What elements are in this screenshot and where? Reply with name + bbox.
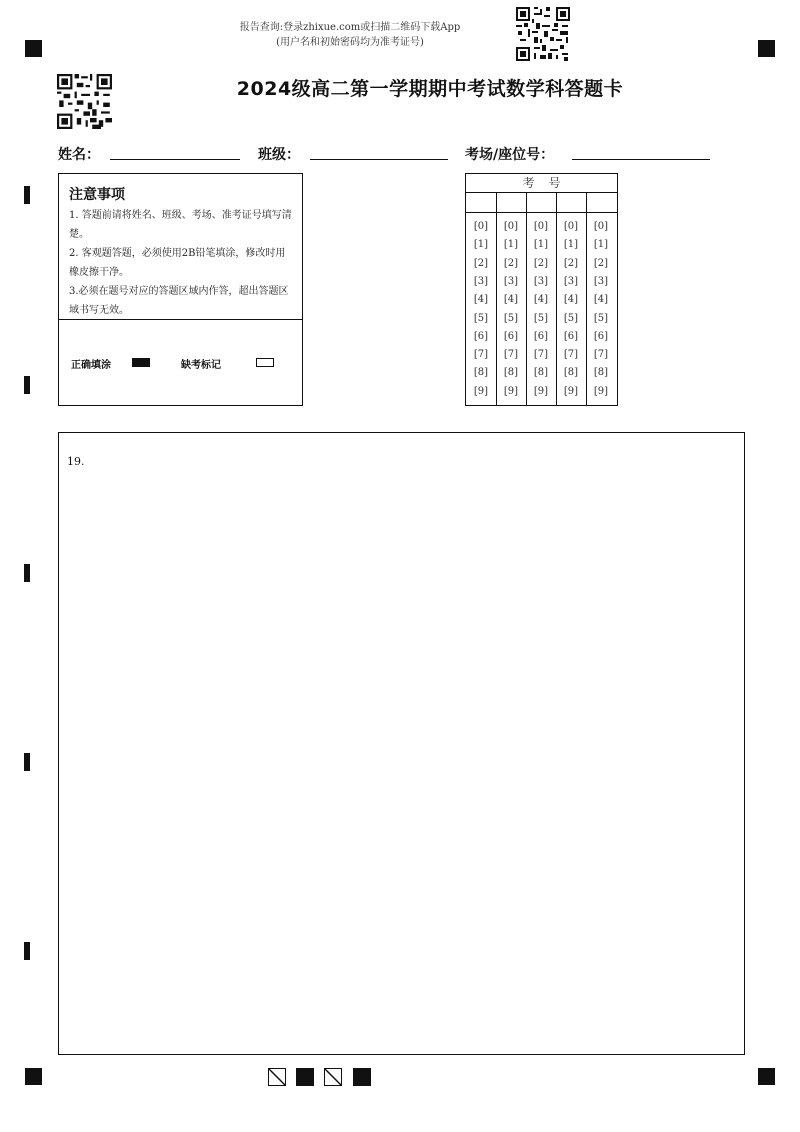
class-label: 班级： bbox=[258, 147, 300, 163]
digit-bubble[interactable]: [3] bbox=[593, 275, 609, 287]
timing-mark-slash bbox=[268, 1068, 286, 1086]
exam-number-write-row[interactable] bbox=[466, 193, 617, 213]
qr-code-icon[interactable] bbox=[516, 7, 570, 61]
name-label: 姓名： bbox=[58, 147, 100, 163]
notice-item-2: 2. 客观题答题，必须使用2B铅笔填涂，修改时用橡皮擦干净。 bbox=[69, 248, 286, 278]
page-title: 2024级高二第一学期期中考试数学科答题卡 bbox=[236, 78, 624, 100]
exam-number-heading: 考号 bbox=[466, 174, 617, 193]
notice-item-3: 3.必须在题号对应的答题区域内作答，超出答题区域书写无效。 bbox=[69, 286, 289, 316]
digit-bubble[interactable]: [6] bbox=[533, 330, 549, 342]
timing-tick bbox=[24, 186, 30, 204]
report-note bbox=[200, 20, 500, 50]
corner-mark-top-right bbox=[758, 40, 775, 57]
corner-mark-top-left bbox=[25, 40, 42, 57]
legend-correct-sample bbox=[132, 358, 150, 367]
digit-bubble[interactable]: [3] bbox=[533, 275, 549, 287]
digit-bubble[interactable]: [1] bbox=[533, 239, 549, 251]
corner-mark-bottom-right bbox=[758, 1068, 775, 1085]
seat-field[interactable] bbox=[572, 159, 710, 160]
digit-bubble[interactable]: [8] bbox=[503, 367, 519, 379]
digit-bubble[interactable]: [4] bbox=[473, 294, 489, 306]
digit-bubble[interactable]: [2] bbox=[563, 257, 579, 269]
digit-bubble[interactable]: [1] bbox=[563, 239, 579, 251]
notice-divider bbox=[59, 319, 302, 320]
digit-bubble[interactable]: [6] bbox=[593, 330, 609, 342]
digit-bubble[interactable]: [6] bbox=[473, 330, 489, 342]
digit-bubble[interactable]: [5] bbox=[503, 312, 519, 324]
digit-bubble[interactable]: [5] bbox=[533, 312, 549, 324]
digit-bubble[interactable]: [8] bbox=[473, 367, 489, 379]
digit-bubble[interactable]: [4] bbox=[593, 294, 609, 306]
digit-bubble[interactable]: [5] bbox=[563, 312, 579, 324]
timing-mark-filled bbox=[353, 1068, 371, 1086]
digit-bubble[interactable]: [1] bbox=[473, 239, 489, 251]
notice-heading: 注意事项 bbox=[69, 187, 125, 203]
digit-bubble[interactable]: [5] bbox=[593, 312, 609, 324]
digit-bubble[interactable]: [7] bbox=[563, 349, 579, 361]
digit-bubble[interactable]: [7] bbox=[473, 349, 489, 361]
digit-bubble[interactable]: [0] bbox=[503, 221, 519, 232]
digit-bubble[interactable]: [1] bbox=[593, 239, 609, 251]
notice-item-1: 1. 答题前请将姓名、班级、考场、准考证号填写清楚。 bbox=[69, 210, 292, 240]
timing-mark-slash bbox=[324, 1068, 342, 1086]
legend-correct-label: 正确填涂 bbox=[71, 360, 111, 371]
digit-bubble[interactable]: [8] bbox=[563, 367, 579, 379]
notice-box bbox=[58, 173, 303, 406]
absent-mark-box[interactable] bbox=[256, 358, 274, 367]
digit-bubble[interactable]: [5] bbox=[473, 312, 489, 324]
class-field[interactable] bbox=[310, 159, 448, 160]
digit-bubble[interactable]: [4] bbox=[563, 294, 579, 306]
report-note-line1: 报告查询:登录zhixue.com或扫描二维码下载App bbox=[239, 22, 461, 33]
digit-bubble[interactable]: [9] bbox=[593, 385, 609, 397]
timing-tick bbox=[24, 564, 30, 582]
digit-bubble[interactable]: [8] bbox=[533, 367, 549, 379]
digit-bubble[interactable]: [2] bbox=[533, 257, 549, 269]
seat-label: 考场/座位号： bbox=[465, 147, 555, 163]
digit-bubble[interactable]: [9] bbox=[533, 385, 549, 397]
timing-tick bbox=[24, 942, 30, 960]
digit-bubble[interactable]: [7] bbox=[503, 349, 519, 361]
digit-bubble[interactable]: [0] bbox=[533, 221, 549, 232]
timing-mark-filled bbox=[296, 1068, 314, 1086]
digit-bubble[interactable]: [4] bbox=[533, 294, 549, 306]
timing-tick bbox=[24, 753, 30, 771]
exam-number-grid bbox=[465, 173, 618, 406]
digit-bubble[interactable]: [3] bbox=[563, 275, 579, 287]
digit-bubble[interactable]: [0] bbox=[563, 221, 579, 232]
digit-bubble[interactable]: [0] bbox=[593, 221, 609, 232]
digit-bubble[interactable]: [4] bbox=[503, 294, 519, 306]
digit-bubble[interactable]: [6] bbox=[563, 330, 579, 342]
digit-bubble[interactable]: [9] bbox=[503, 385, 519, 397]
digit-bubble[interactable]: [2] bbox=[473, 257, 489, 269]
digit-bubble[interactable]: [1] bbox=[503, 239, 519, 251]
digit-bubble[interactable]: [8] bbox=[593, 367, 609, 379]
digit-bubble[interactable]: [7] bbox=[593, 349, 609, 361]
digit-bubble[interactable]: [0] bbox=[473, 221, 489, 232]
report-note-line2: (用户名和初始密码均为准考证号) bbox=[276, 37, 424, 48]
digit-bubble[interactable]: [9] bbox=[473, 385, 489, 397]
corner-mark-bottom-left bbox=[25, 1068, 42, 1085]
legend-absent-label: 缺考标记 bbox=[181, 360, 221, 371]
digit-bubble[interactable]: [2] bbox=[593, 257, 609, 269]
digit-bubble[interactable]: [3] bbox=[503, 275, 519, 287]
digit-bubble[interactable]: [6] bbox=[503, 330, 519, 342]
question-number: 19. bbox=[67, 455, 85, 468]
digit-bubble[interactable]: [9] bbox=[563, 385, 579, 397]
name-field[interactable] bbox=[110, 159, 240, 160]
digit-bubble[interactable]: [3] bbox=[473, 275, 489, 287]
digit-bubble[interactable]: [7] bbox=[533, 349, 549, 361]
digit-bubble[interactable]: [2] bbox=[503, 257, 519, 269]
answer-area[interactable] bbox=[58, 432, 745, 1055]
timing-tick bbox=[24, 376, 30, 394]
qr-code-icon[interactable] bbox=[57, 74, 112, 129]
